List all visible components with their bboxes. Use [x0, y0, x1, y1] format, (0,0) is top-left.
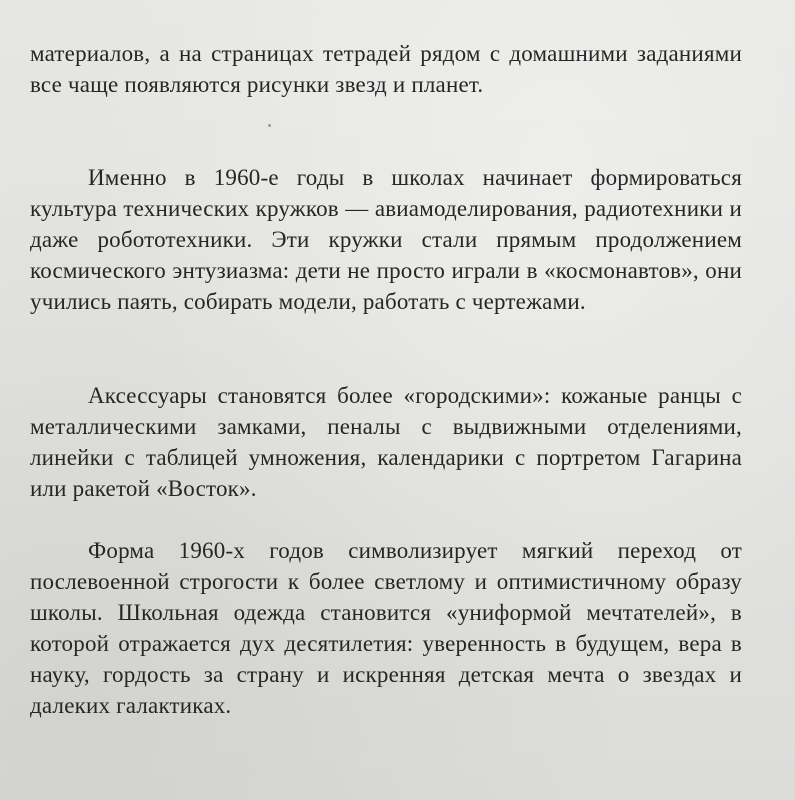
- paragraph-accessories: Аксессуары становятся более «городскими»: кожаные ранцы с металлическими замками, пеналы с выдвижными отделениями, линейки с таблицей умножения, календарики с портретом Гагарина или ракетой «Восток».: [30, 383, 742, 501]
- paragraph-continuation: материалов, а на страницах тетрадей рядом с домашними заданиями все чаще появляются рисунки звезд и планет.: [30, 41, 742, 97]
- paragraph-uniform-1960s: Форма 1960-х годов символизирует мягкий переход от послевоенной строгости к более светлому и оптимистичному образу школы. Школьная одежда становится «униформой мечтателей», в которой отражается дух десятилетия: уверенность в будущем, вера в науку, гордость за страну и искренняя детская мечта о звездах и далеких галактиках.: [30, 538, 742, 718]
- paragraph-technical-clubs: Именно в 1960-е годы в школах начинает формироваться культура технических кружков — авиамоделирования, радиотехники и даже робототехники. Эти кружки стали прямым продолжением космического энтузиазма: дети не просто играли в «космонавтов», они учились паять, собирать модели, работать с чертежами.: [30, 165, 742, 314]
- paper-speck: [268, 124, 271, 127]
